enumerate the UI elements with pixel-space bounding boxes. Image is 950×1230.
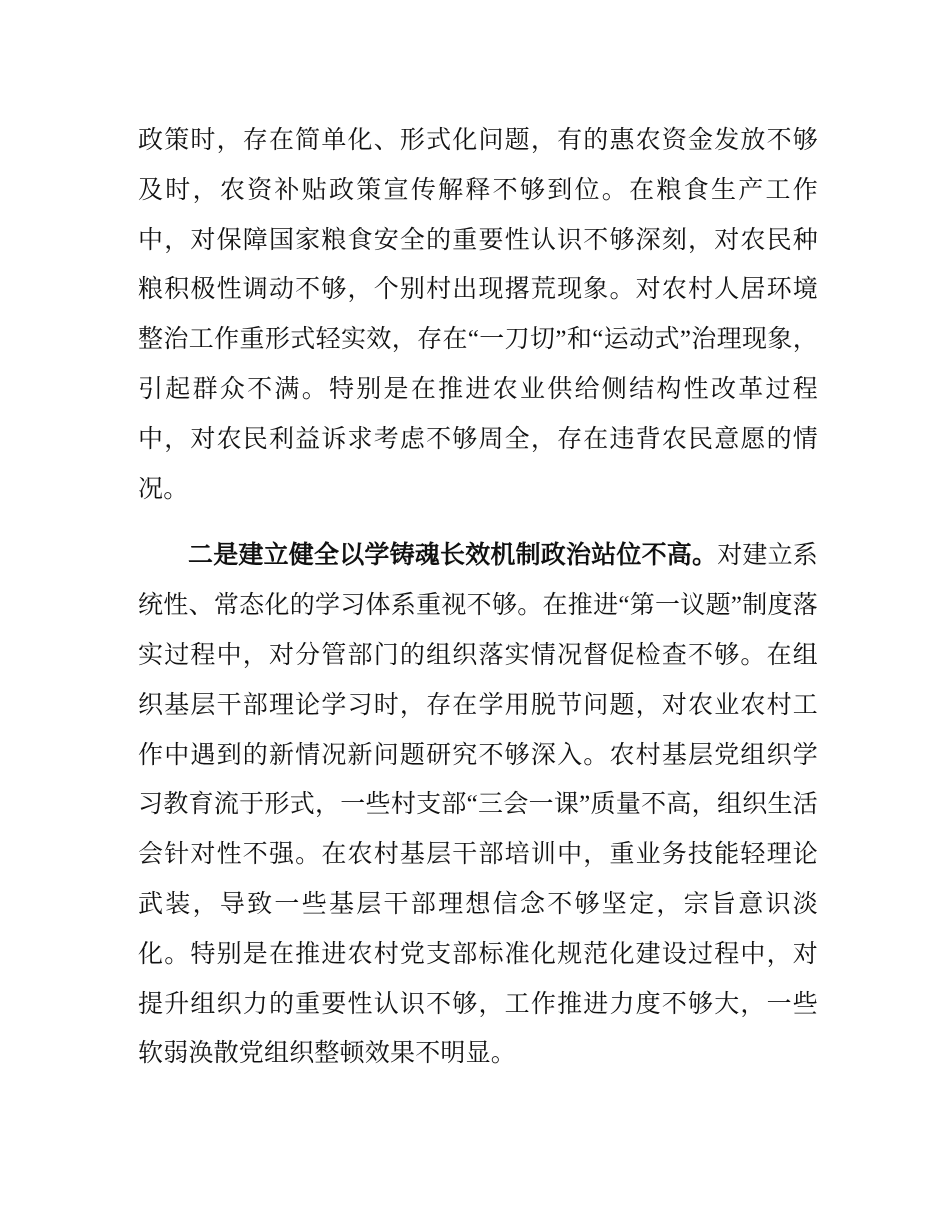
paragraph-continuation	[138, 116, 818, 514]
paragraph-2-text: 对建立系统性、常态化的学习体系重视不够。在推进“第一议题”制度落实过程中，对分管部门的组织落实情况督促检查不够。在组织基层干部理论学习时，存在学用脱节问题，对农业农村工作中遇到的新情况新问题研究不够深入。农村基层党组织学习教育流于形式，一些村支部“三会一课”质量不高，组织生活会针对性不强。在农村基层干部培训中，重业务技能轻理论武装，导致一些基层干部理想信念不够坚定，宗旨意识淡化。特别是在推进农村党支部标准化规范化建设过程中，对提升组织力的重要性认识不够，工作推进力度不够大，一些软弱涣散党组织整顿效果不明显。	[138, 542, 819, 1068]
paragraph-2-bold-lead: 二是建立健全以学铸魂长效机制政治站位不高。	[188, 541, 718, 570]
paragraph-1-text: 政策时，存在简单化、形式化问题，有的惠农资金发放不够及时，农资补贴政策宣传解释不够到位。在粮食生产工作中，对保障国家粮食安全的重要性认识不够深刻，对农民种粮积极性调动不够，个别村出现撂荒现象。对农村人居环境整治工作重形式轻实效，存在“一刀切”和“运动式”治理现象，引起群众不满。特别是在推进农业供给侧结构性改革过程中，对农民利益诉求考虑不够周全，存在违背农民意愿的情况。	[138, 127, 818, 503]
paragraph-second-point	[138, 531, 818, 1079]
text-body	[138, 116, 818, 1079]
